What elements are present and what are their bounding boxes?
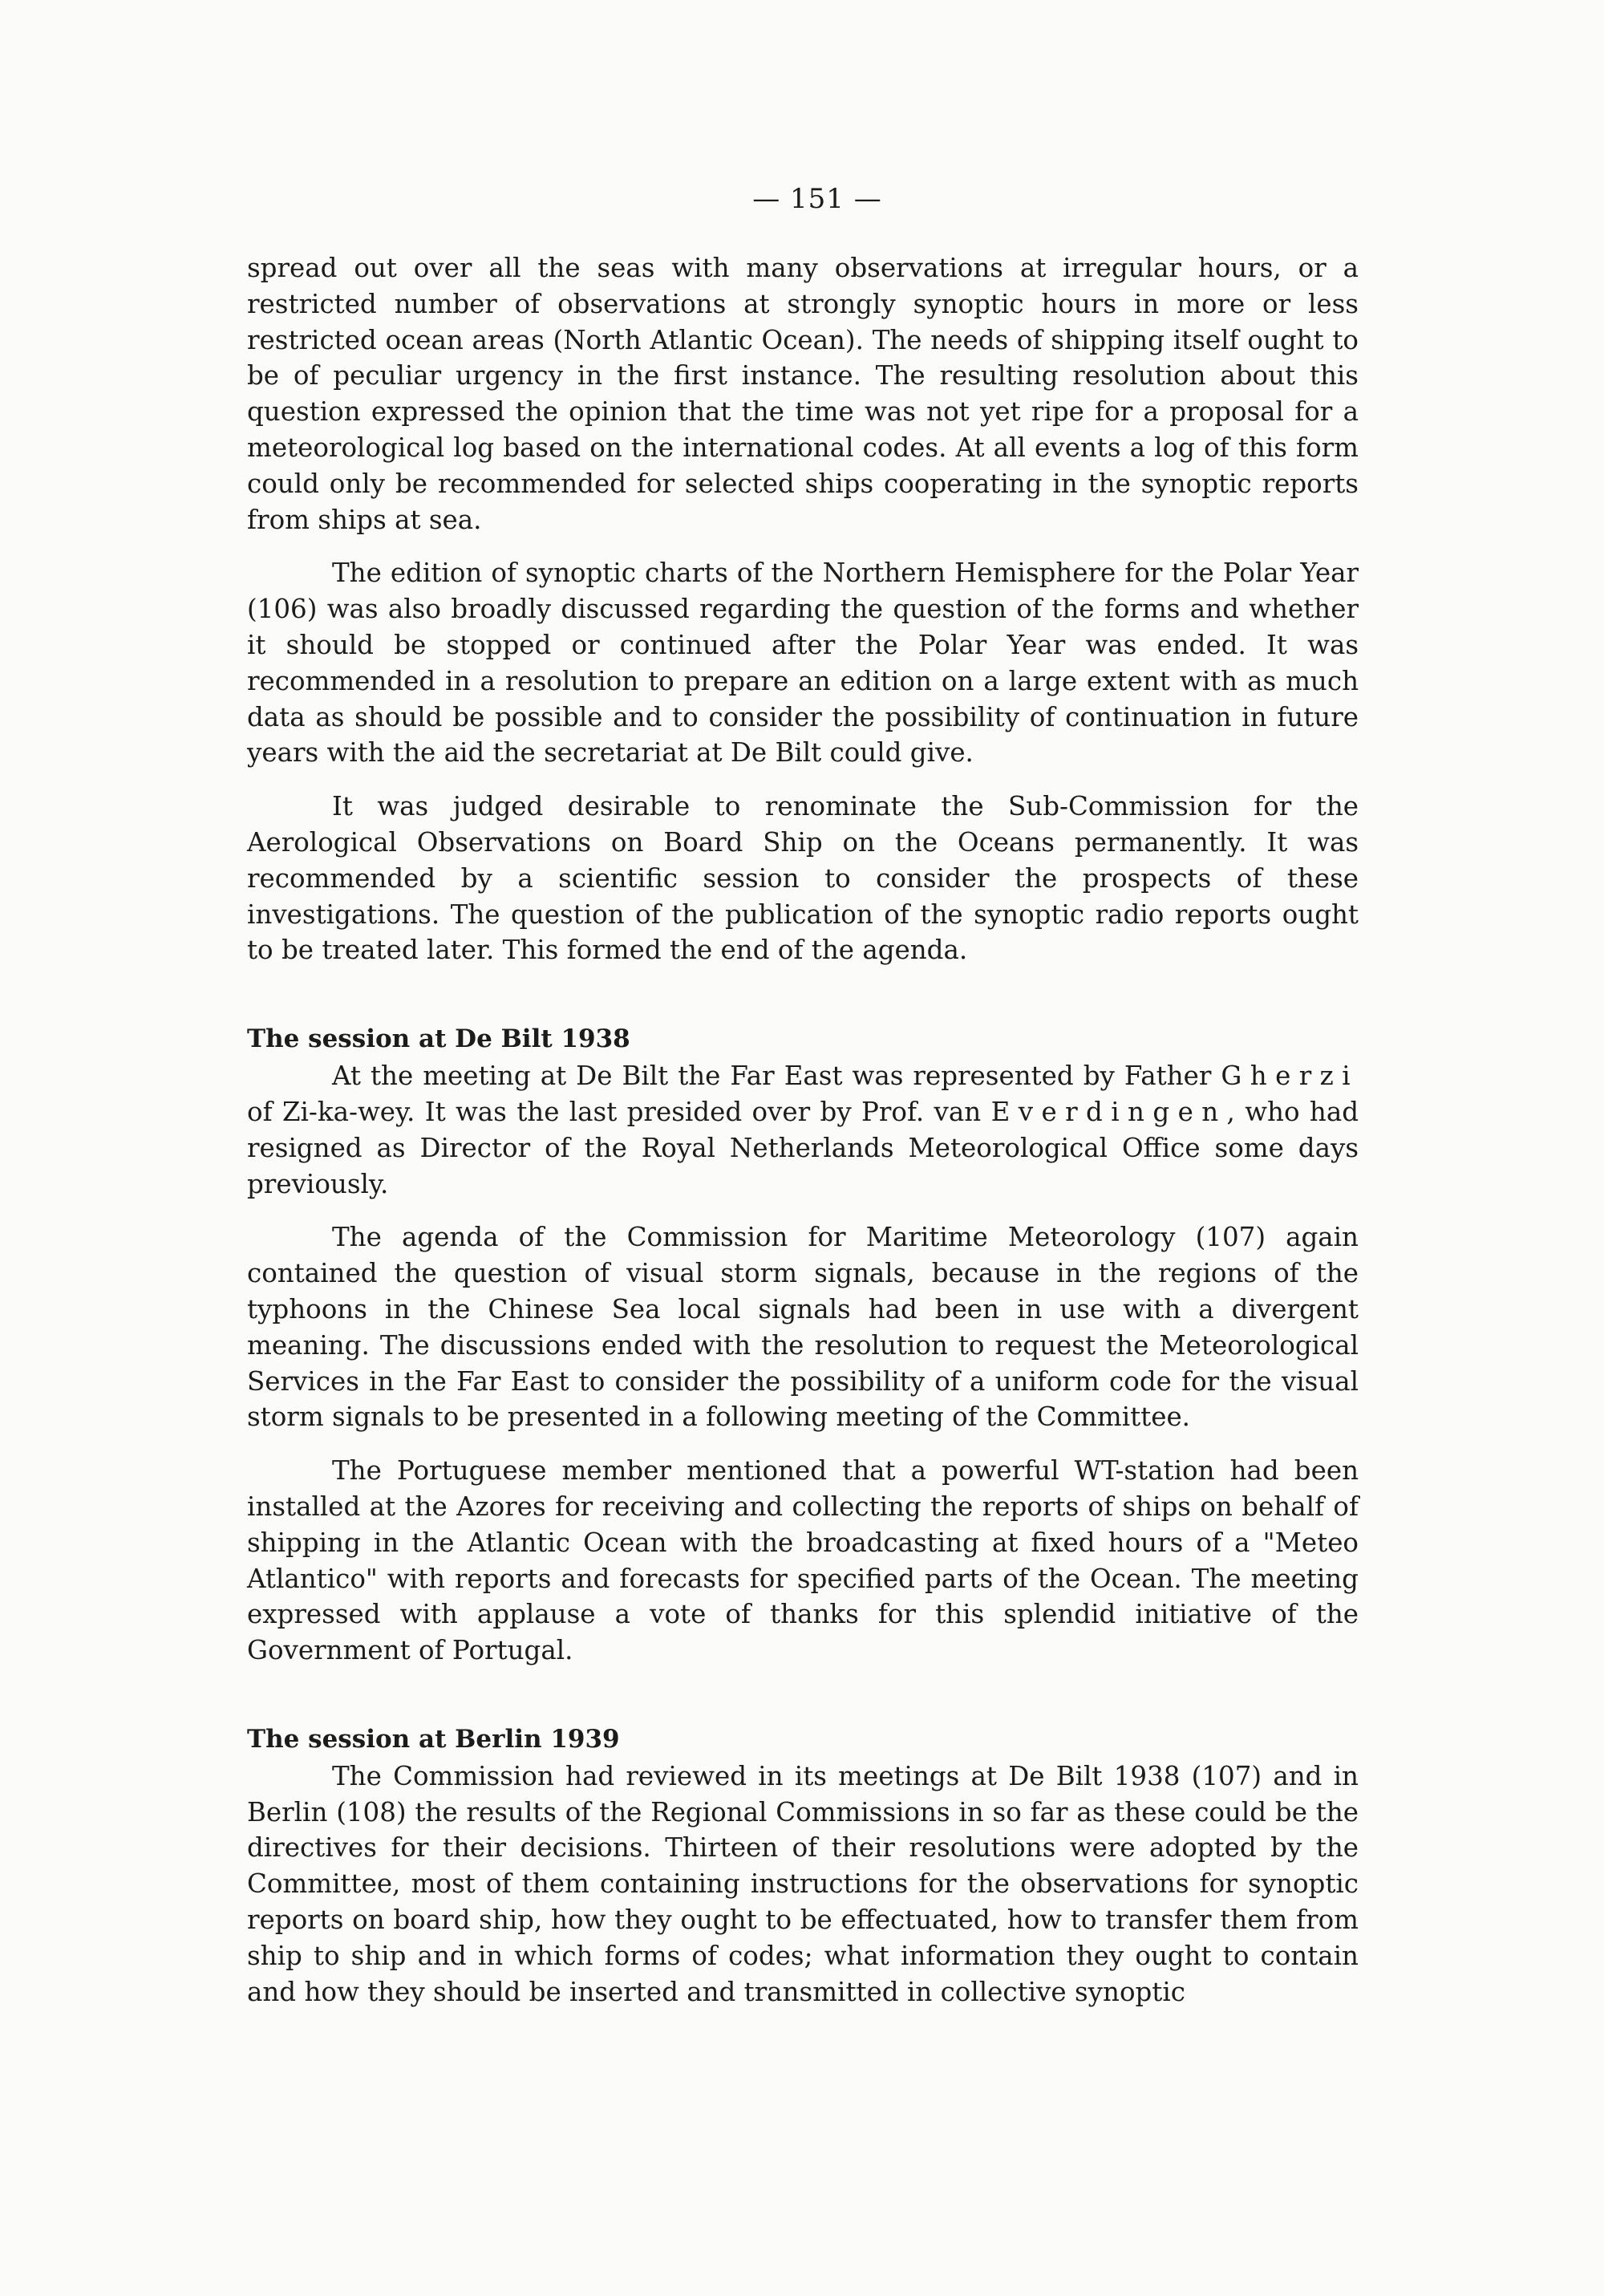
paragraph-polar-year: The edition of synoptic charts of the Northern Hemisphere for the Polar Year (106) was also broadly discussed regarding the question of the forms and whether it should be stopped or continued after the Polar Year was ended. It was recommended in a resolution to prepare an edition on a large extent with as much data as should be possible and to consider the possibility of continuation in future years with the aid the secretariat at De Bilt could give.	[247, 558, 1359, 769]
text-run: , who had resigned as Director of the Royal Netherlands Meteorological Office some days previously.	[247, 1096, 1359, 1199]
paragraph-continued: spread out over all the seas with many observations at irregular hours, or a restricted number of observations at strongly synoptic hours in more or less restricted ocean areas (North Atlantic Ocean). The needs of shipping itself ought to be of peculiar urgency in the first instance. The resulting resolution about this question expressed the opinion that the time was not yet ripe for a proposal for a meteorological log based on the international codes. At all events a log of this form could only be recommended for selected ships cooperating in the synoptic reports from ships at sea.	[247, 253, 1359, 535]
paragraph-berlin-review: The Commission had reviewed in its meetings at De Bilt 1938 (107) and in Berlin (108) the results of the Regional Commissions in so far as these could be the directives for their decisions. Thirteen of their resolutions were adopted by the Committee, most of them containing instructions for the observations for synoptic reports on board ship, how they ought to be effectuated, how to transfer them from ship to ship and in which forms of codes; what information they ought to contain and how they should be inserted and transmitted in collective synoptic	[247, 1760, 1359, 2007]
paragraph-storm-signals: The agenda of the Commission for Maritime Meteorology (107) again contained the question of visual storm signals, because in the regions of the typhoons in the Chinese Sea local signals had been in use with a divergent meaning. The discussions ended with the resolution to request the Meteorological Services in the Far East to consider the possibility of a uniform code for the visual storm signals to be presented in a following meeting of the Committee.	[247, 1222, 1359, 1433]
section-heading-berlin: The session at Berlin 1939	[247, 1724, 620, 1754]
paragraph-sub-commission: It was judged desirable to renominate the Sub-Commission for the Aerological Observations on Board Ship on the Oceans permanently. It was recommended by a scientific session to consider the prospects of these investigations. The question of the publication of the synoptic radio reports ought to be treated later. This formed the end of the agenda.	[247, 791, 1359, 966]
section-heading-de-bilt: The session at De Bilt 1938	[247, 1024, 630, 1054]
text-run: of Zi-ka-wey. It was the last presided over by Prof. van	[247, 1096, 991, 1127]
paragraph-de-bilt-meeting	[247, 1058, 1359, 1202]
person-name-gherzi: Gherzi	[1221, 1061, 1359, 1092]
person-name-everdingen: Everdingen	[990, 1096, 1227, 1127]
paragraph-azores-station: The Portuguese member mentioned that a powerful WT-station had been installed at the Azores for receiving and collecting the reports of ships on behalf of shipping in the Atlantic Ocean with the broadcasting at fixed hours of a "Meteo Atlantico" with reports and forecasts for specified parts of the Ocean. The meeting expressed with applause a vote of thanks for this splendid initiative of the Government of Portugal.	[247, 1455, 1359, 1666]
text-run: At the meeting at De Bilt the Far East was represented by Father	[332, 1061, 1221, 1092]
document-page	[247, 183, 1359, 2010]
page-number: — 151 —	[752, 183, 882, 215]
